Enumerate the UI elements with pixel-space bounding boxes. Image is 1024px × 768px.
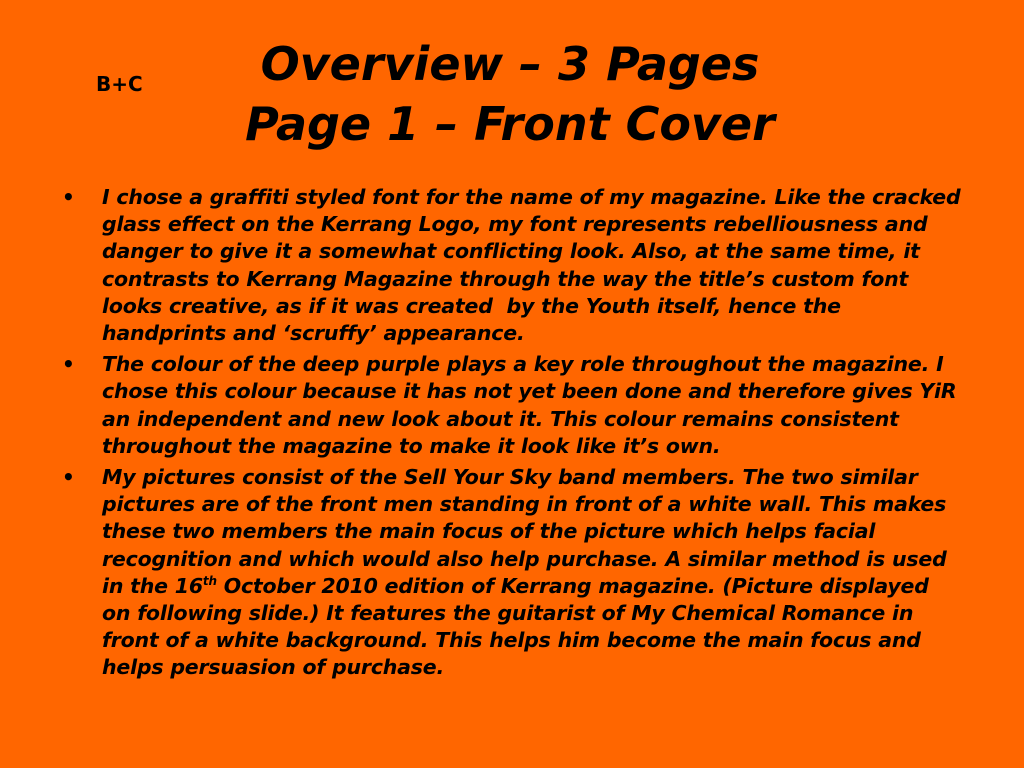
title-line-1: Overview – 3 Pages — [260, 37, 760, 91]
bullet-text — [102, 465, 954, 679]
ordinal-suffix: th — [202, 574, 217, 589]
bullet-item — [62, 464, 962, 682]
bullet-text: I chose a graffiti styled font for the name of my magazine. Like the cracked glass effect on the Kerrang Logo, my font represents rebelliousness and danger to give it a somewhat conflicting look. Also, at the same time, it contrasts to Kerrang Magazine through the way the title’s custom font looks creative, as if it was created by the Youth itself, hence the handprints and ‘scruffy’ appearance. — [102, 185, 968, 346]
bullet-item — [62, 351, 962, 460]
bullet-dot-icon: • — [62, 352, 75, 377]
corner-tag: B+C — [96, 72, 143, 96]
bullet-item — [62, 184, 968, 347]
bullet-dot-icon: • — [62, 465, 75, 490]
bullet-dot-icon: • — [62, 185, 75, 209]
bullet-text: The colour of the deep purple plays a key role throughout the magazine. I chose this colour because it has not yet been done and therefore gives YiR an independent and new look about it. This colour remains consistent throughout the magazine to make it look like it’s own. — [102, 352, 964, 458]
bullet-list — [62, 184, 968, 686]
slide-title — [190, 34, 830, 154]
title-line-2: Page 1 – Front Cover — [245, 97, 775, 151]
bullet-text-part: My pictures consist of the Sell Your Sky band members. The two similar pictures are of the front men standing in front of a white wall. This makes these two members the main focus of the picture which helps facial recognition and which would also help purchase. A similar method is used in the 16 — [102, 465, 954, 598]
bullet-text-part: October 2010 edition of Kerrang magazine. (Picture displayed on following slide.) It features the guitarist of My Chemical Romance in front of a white background. This helps him become the main focus and helps persuasion of purchase. — [102, 573, 936, 680]
